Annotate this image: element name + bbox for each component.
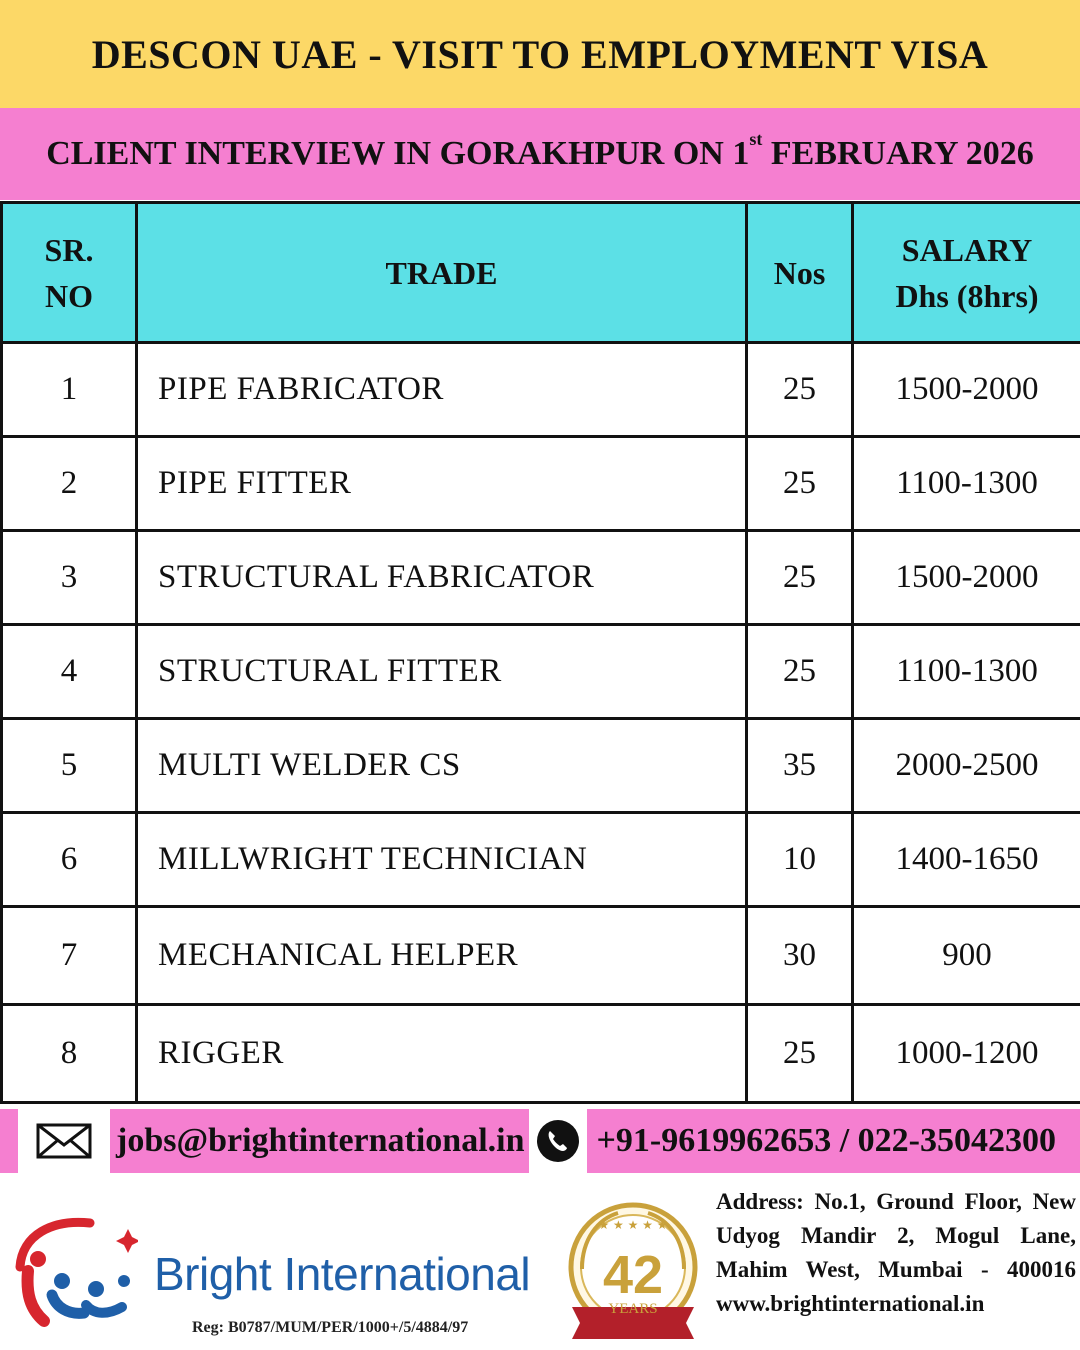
anniversary-badge bbox=[558, 1189, 708, 1349]
job-table bbox=[0, 201, 1080, 1104]
title-banner bbox=[0, 0, 1080, 108]
subtitle-banner bbox=[0, 108, 1080, 200]
cell-salary: 1400-1650 bbox=[853, 813, 1080, 907]
cell-trade: STRUCTURAL FITTER bbox=[137, 625, 747, 719]
cell-salary: 1500-2000 bbox=[853, 531, 1080, 625]
cell-salary: 900 bbox=[853, 907, 1080, 1005]
header-trade: TRADE bbox=[137, 203, 747, 343]
cell-salary: 2000-2500 bbox=[853, 719, 1080, 813]
cell-nos: 30 bbox=[747, 907, 853, 1005]
table-header-row bbox=[2, 203, 1080, 343]
cell-sr: 1 bbox=[2, 343, 137, 437]
cell-nos: 25 bbox=[747, 531, 853, 625]
table-row bbox=[2, 625, 1080, 719]
cell-sr: 5 bbox=[2, 719, 137, 813]
registration-number: Reg: B0787/MUM/PER/1000+/5/4884/97 bbox=[192, 1319, 469, 1336]
header-sr-line2: NO bbox=[45, 277, 93, 314]
table-row bbox=[2, 343, 1080, 437]
cell-trade: MECHANICAL HELPER bbox=[137, 907, 747, 1005]
header-sr-no bbox=[2, 203, 137, 343]
page-title: DESCON UAE - VISIT TO EMPLOYMENT VISA bbox=[91, 31, 989, 77]
table-row bbox=[2, 437, 1080, 531]
phone-icon bbox=[529, 1109, 587, 1173]
cell-salary: 1000-1200 bbox=[853, 1005, 1080, 1103]
cell-trade: RIGGER bbox=[137, 1005, 747, 1103]
cell-trade: MILLWRIGHT TECHNICIAN bbox=[137, 813, 747, 907]
cell-trade: PIPE FABRICATOR bbox=[137, 343, 747, 437]
email-link[interactable]: jobs@brightinternational.in bbox=[110, 1122, 525, 1160]
cell-trade: PIPE FITTER bbox=[137, 437, 747, 531]
phone-numbers[interactable]: +91-9619962653 / 022-35042300 bbox=[596, 1122, 1056, 1159]
subtitle-text: CLIENT INTERVIEW IN GORAKHPUR ON 1 bbox=[46, 135, 750, 172]
cell-salary: 1100-1300 bbox=[853, 625, 1080, 719]
interview-subtitle bbox=[46, 129, 1034, 173]
cell-trade: MULTI WELDER CS bbox=[137, 719, 747, 813]
cell-nos: 35 bbox=[747, 719, 853, 813]
header-salary-line1: SALARY bbox=[901, 231, 1033, 268]
header-salary bbox=[853, 203, 1080, 343]
cell-sr: 8 bbox=[2, 1005, 137, 1103]
office-address: Address: No.1, Ground Floor, New Udyog Mandir 2, Mogul Lane, Mahim West, Mumbai - 400016 www.brightinternational.in bbox=[716, 1189, 1076, 1316]
table-row bbox=[2, 1005, 1080, 1103]
cell-sr: 7 bbox=[2, 907, 137, 1005]
cell-sr: 2 bbox=[2, 437, 137, 531]
cell-nos: 25 bbox=[747, 1005, 853, 1103]
cell-sr: 4 bbox=[2, 625, 137, 719]
cell-salary: 1100-1300 bbox=[853, 437, 1080, 531]
brand-name: Bright International bbox=[154, 1248, 531, 1300]
cell-nos: 10 bbox=[747, 813, 853, 907]
cell-trade: STRUCTURAL FABRICATOR bbox=[137, 531, 747, 625]
header-sr-line1: SR. bbox=[44, 231, 94, 268]
table-row bbox=[2, 531, 1080, 625]
contact-bar bbox=[0, 1109, 1080, 1173]
cell-salary: 1500-2000 bbox=[853, 343, 1080, 437]
subtitle-date: FEBRUARY 2026 bbox=[762, 135, 1034, 172]
cell-nos: 25 bbox=[747, 343, 853, 437]
badge-number: 42 bbox=[602, 1245, 664, 1305]
subtitle-ordinal: st bbox=[749, 129, 763, 149]
badge-label: YEARS bbox=[608, 1301, 658, 1317]
svg-text:★ ★ ★ ★ ★: ★ ★ ★ ★ ★ bbox=[598, 1218, 668, 1232]
cell-nos: 25 bbox=[747, 437, 853, 531]
cell-nos: 25 bbox=[747, 625, 853, 719]
footer bbox=[0, 1175, 1080, 1350]
cell-sr: 6 bbox=[2, 813, 137, 907]
header-nos: Nos bbox=[747, 203, 853, 343]
table-row bbox=[2, 719, 1080, 813]
cell-sr: 3 bbox=[2, 531, 137, 625]
header-salary-line2: Dhs (8hrs) bbox=[895, 277, 1039, 314]
table-row bbox=[2, 907, 1080, 1005]
envelope-icon bbox=[18, 1109, 110, 1173]
table-row bbox=[2, 813, 1080, 907]
bright-logo-icon bbox=[8, 1197, 138, 1337]
